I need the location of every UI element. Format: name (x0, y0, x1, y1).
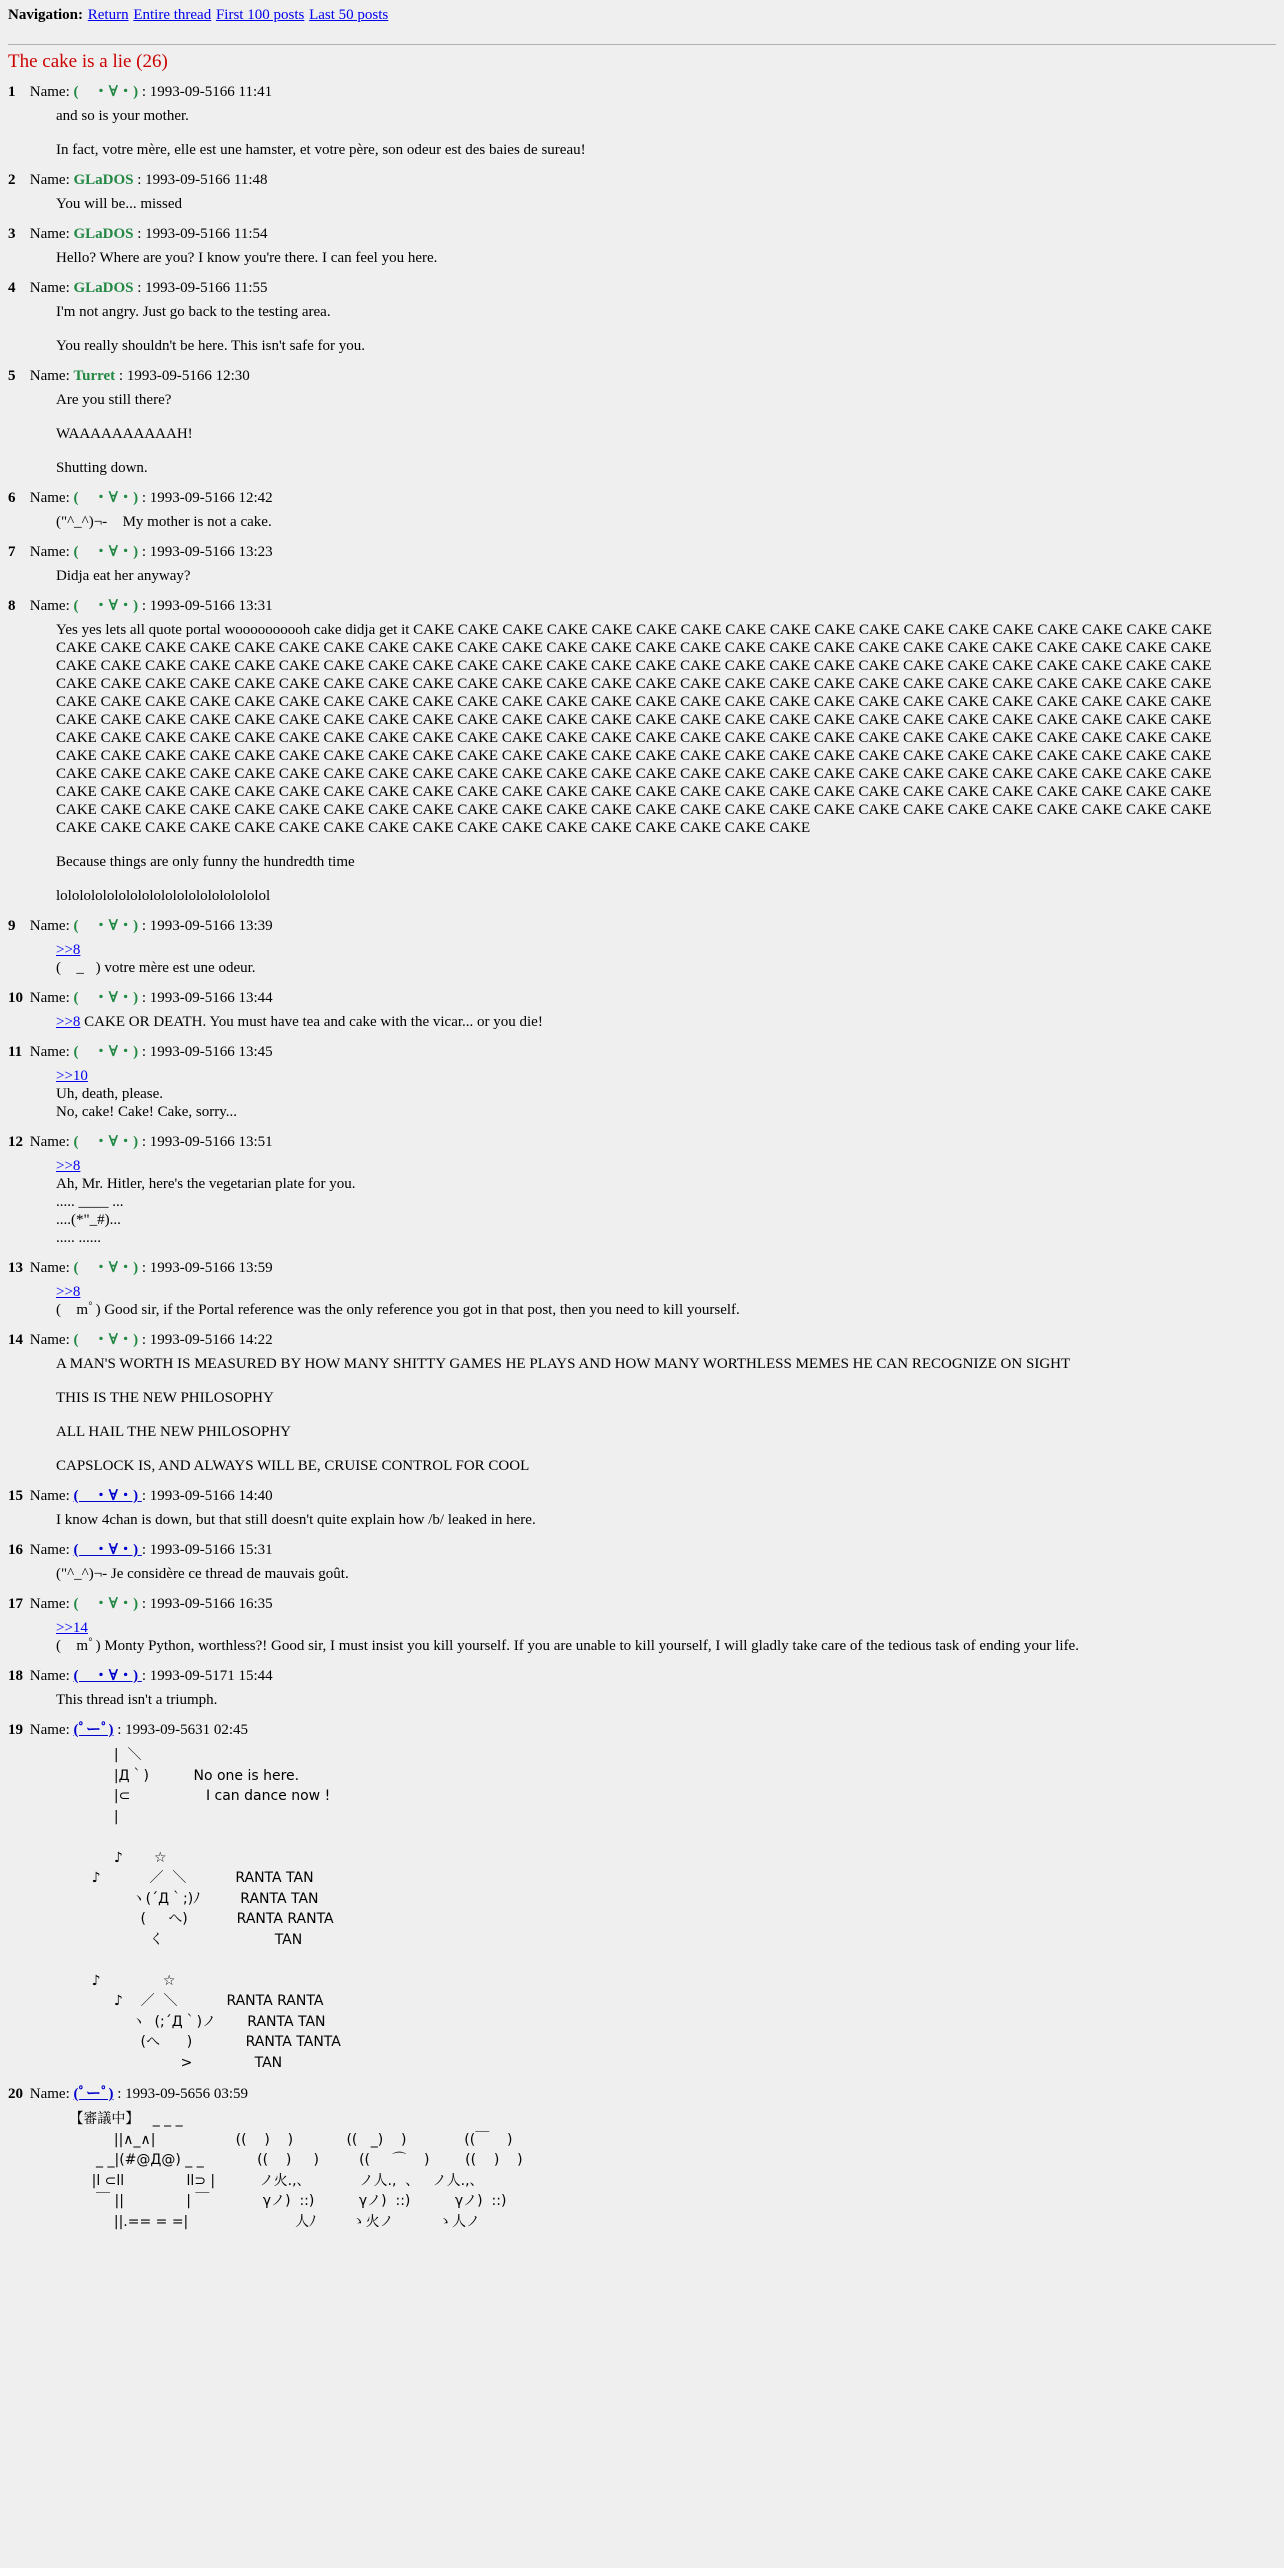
post-header (8, 1595, 1276, 1613)
name-label: Name: (29, 1488, 70, 1504)
post-number[interactable]: 16 (8, 1542, 23, 1558)
post-text-line: In fact, votre mère, elle est une hamster, et votre père, son odeur est des baies de sureau! (56, 142, 586, 158)
post-paragraph (56, 141, 1276, 159)
post-body (56, 1013, 1276, 1031)
post-paragraph (56, 337, 1276, 355)
post-text-line: ALL HAIL THE NEW PHILOSOPHY (56, 1424, 291, 1440)
post-number[interactable]: 5 (8, 368, 16, 384)
post-date: : 1993-09-5656 03:59 (117, 2086, 249, 2102)
poster-name: ( ・∀・) (73, 544, 139, 560)
name-label: Name: (29, 918, 70, 934)
ascii-art: | ＼ |Д｀) No one is here. |⊂ I can dance now ! | ♪ ☆ ♪ ／ ＼ RANTA TAN ヽ(´Д｀;)ﾉ RANTA TAN ( へ) RANTA RANTA く TAN ♪ ☆ ♪ ／ ＼ RANTA RANTA ヽ (;´Д｀)ノ RANTA TAN (へ ) RANTA TANTA > TAN (91, 1747, 341, 2071)
poster-name: ( ・∀・) (73, 990, 139, 1006)
post-text-line: A MAN'S WORTH IS MEASURED BY HOW MANY SHITTY GAMES HE PLAYS AND HOW MANY WORTHLESS MEMES HE CAN RECOGNIZE ON SIGHT (56, 1356, 1071, 1372)
post-text-line: Shutting down. (56, 460, 148, 476)
post (8, 989, 1276, 1031)
name-label: Name: (29, 490, 70, 506)
post-date: : 1993-09-5166 11:54 (137, 226, 268, 242)
post (8, 543, 1276, 585)
post-number[interactable]: 12 (8, 1134, 23, 1150)
post (8, 171, 1276, 213)
post-header (8, 83, 1276, 101)
post-number[interactable]: 8 (8, 598, 16, 614)
post-header (8, 543, 1276, 561)
name-label: Name: (29, 368, 70, 384)
name-label: Name: (29, 544, 70, 560)
post-date: : 1993-09-5166 13:51 (141, 1134, 273, 1150)
post-text-line: Uh, death, please. (56, 1086, 164, 1102)
post (8, 1541, 1276, 1583)
post-date: : 1993-09-5166 13:39 (141, 918, 273, 934)
name-label: Name: (29, 84, 70, 100)
post-paragraph (56, 425, 1276, 443)
post-header (8, 367, 1276, 385)
poster-name: ( ・∀・) (73, 1260, 139, 1276)
post-date: : 1993-09-5166 15:31 (141, 1542, 273, 1558)
post-list (8, 83, 1276, 2232)
cake-spam-paragraph (56, 621, 1246, 837)
post-paragraph (56, 1637, 1276, 1655)
post-body (56, 303, 1276, 355)
post-number[interactable]: 18 (8, 1668, 23, 1684)
post-paragraph (56, 1301, 1276, 1319)
post-text-line: ( ﾟ_ﾟ) votre mère est une odeur. (56, 960, 256, 976)
poster-name: ( ・∀・) (73, 490, 139, 506)
post-body (56, 1745, 1276, 2073)
post-number[interactable]: 7 (8, 544, 16, 560)
post-body (56, 1565, 1276, 1583)
post-text-line: ("^_^)¬-ﾟ My mother is not a cake. (56, 514, 272, 530)
post (8, 1595, 1276, 1655)
name-label: Name: (29, 172, 70, 188)
post (8, 1721, 1276, 2073)
post-number[interactable]: 17 (8, 1596, 23, 1612)
post-text-line: CAKE OR DEATH. You must have tea and cake with the vicar... or you die! (84, 1014, 543, 1030)
post-date: : 1993-09-5166 12:30 (118, 368, 250, 384)
post-text-line: THIS IS THE NEW PHILOSOPHY (56, 1390, 274, 1406)
name-label: Name: (29, 280, 70, 296)
post-paragraph (56, 1423, 1276, 1441)
post-paragraph (56, 887, 1276, 905)
post (8, 597, 1276, 905)
reply-link[interactable]: >>8 (56, 942, 81, 958)
post-number[interactable]: 1 (8, 84, 16, 100)
post-header (8, 917, 1276, 935)
post-text-line: and so is your mother. (56, 108, 189, 124)
poster-name: GLaDOS (73, 280, 134, 296)
post (8, 1331, 1276, 1475)
post-paragraph (56, 249, 1276, 267)
post-number[interactable]: 4 (8, 280, 16, 296)
poster-name[interactable]: ( ・∀・) (73, 1668, 142, 1684)
post-text-line: I'm not angry. Just go back to the testing area. (56, 304, 331, 320)
post (8, 367, 1276, 477)
post-date: : 1993-09-5166 14:40 (141, 1488, 273, 1504)
post-body (56, 1355, 1276, 1475)
post-text-line: ....(*"_#)... (56, 1212, 121, 1228)
post-paragraph (56, 195, 1276, 213)
post (8, 1487, 1276, 1529)
post-header (8, 1667, 1276, 1685)
nav-link-return[interactable]: Return (87, 7, 129, 23)
post-text-line: ..... ...... (56, 1230, 101, 1246)
post-number[interactable]: 9 (8, 918, 16, 934)
post-paragraph (56, 1013, 1276, 1031)
post-text-line: No, cake! Cake! Cake, sorry... (56, 1104, 238, 1120)
poster-name: ( ・∀・) (73, 1134, 139, 1150)
post-text-line: Because things are only funny the hundredth time (56, 854, 355, 870)
name-label: Name: (29, 1044, 70, 1060)
post-header (8, 1259, 1276, 1277)
reply-link[interactable]: >>10 (56, 1068, 88, 1084)
post-date: : 1993-09-5631 02:45 (117, 1722, 249, 1738)
nav-link-entire-thread[interactable]: Entire thread (133, 7, 212, 23)
post-text-line: WAAAAAAAAAAH! (56, 426, 193, 442)
post-header (8, 1133, 1276, 1151)
post-text-line: You will be... missed (56, 196, 182, 212)
post-paragraph (56, 107, 1276, 125)
post-text-line: Hello? Where are you? I know you're there. I can feel you here. (56, 250, 438, 266)
post-paragraph (56, 303, 1276, 321)
post-text-line: You really shouldn't be here. This isn't safe for you. (56, 338, 365, 354)
post-paragraph (56, 1457, 1276, 1475)
post-text-line: Are you still there? (56, 392, 172, 408)
poster-name[interactable]: ( ・∀・) (73, 1542, 142, 1558)
reply-link[interactable]: >>14 (56, 1620, 88, 1636)
post-header (8, 989, 1276, 1007)
post-text-line: ( ﾟmﾟ) Good sir, if the Portal reference was the only reference you got in that post, then you need to kill yourself. (56, 1302, 740, 1318)
poster-name[interactable]: (ﾟーﾟ) (73, 2086, 114, 2102)
post-body (56, 1283, 1276, 1319)
name-label: Name: (29, 598, 70, 614)
post-body (56, 1619, 1276, 1655)
name-label: Name: (29, 1722, 70, 1738)
post-body (56, 567, 1276, 585)
post-header (8, 597, 1276, 615)
post-date: : 1993-09-5166 13:31 (141, 598, 273, 614)
name-label: Name: (29, 990, 70, 1006)
nav-link-first-100-posts[interactable]: First 100 posts (215, 7, 305, 23)
post (8, 225, 1276, 267)
post-header (8, 1043, 1276, 1061)
post-number[interactable]: 3 (8, 226, 16, 242)
post (8, 83, 1276, 159)
post-body (56, 941, 1276, 977)
post (8, 489, 1276, 531)
post-paragraph (56, 1691, 1276, 1709)
name-label: Name: (29, 1542, 70, 1558)
navigation-label: Navigation: (8, 7, 83, 23)
post-text-line: This thread isn't a triumph. (56, 1692, 218, 1708)
post (8, 1133, 1276, 1247)
post-body (56, 107, 1276, 159)
poster-name: ( ・∀・) (73, 1044, 139, 1060)
name-label: Name: (29, 1134, 70, 1150)
post-paragraph (56, 1389, 1276, 1407)
post-paragraph (56, 1511, 1276, 1529)
post-text-line: ( ﾟmﾟ) Monty Python, worthless?! Good sir, I must insist you kill yourself. If you are unable to kill yourself, I will gladly take care of the tedious task of ending your life. (56, 1638, 1079, 1654)
post-body (56, 513, 1276, 531)
post-body (56, 1691, 1276, 1709)
post-text-line: Didja eat her anyway? (56, 568, 191, 584)
post (8, 1043, 1276, 1121)
name-label: Name: (29, 1668, 70, 1684)
nav-link-last-50-posts[interactable]: Last 50 posts (309, 7, 389, 23)
post-paragraph (56, 567, 1276, 585)
post-header (8, 225, 1276, 243)
cake-repeats: CAKE CAKE CAKE CAKE CAKE CAKE CAKE CAKE CAKE CAKE CAKE CAKE CAKE CAKE CAKE CAKE CAKE CAKE CAKE CAKE CAKE CAKE CAKE CAKE CAKE CAKE CAKE CAKE CAKE CAKE CAKE CAKE CAKE CAKE CAKE CAKE CAKE CAKE CAKE CAKE CAKE CAKE CAKE CAKE CAKE CAKE CAKE CAKE CAKE CAKE CAKE CAKE CAKE CAKE CAKE CAKE CAKE CAKE CAKE CAKE CAKE CAKE CAKE CAKE CAKE CAKE CAKE CAKE CAKE CAKE CAKE CAKE CAKE CAKE CAKE CAKE CAKE CAKE CAKE CAKE CAKE CAKE CAKE CAKE CAKE CAKE CAKE CAKE CAKE CAKE CAKE CAKE CAKE CAKE CAKE CAKE CAKE CAKE CAKE CAKE CAKE CAKE CAKE CAKE CAKE CAKE CAKE CAKE CAKE CAKE CAKE CAKE CAKE CAKE CAKE CAKE CAKE CAKE CAKE CAKE CAKE CAKE CAKE CAKE CAKE CAKE CAKE CAKE CAKE CAKE CAKE CAKE CAKE CAKE CAKE CAKE CAKE CAKE CAKE CAKE CAKE CAKE CAKE CAKE CAKE CAKE CAKE CAKE CAKE CAKE CAKE CAKE CAKE CAKE CAKE CAKE CAKE CAKE CAKE CAKE CAKE CAKE CAKE CAKE CAKE CAKE CAKE CAKE CAKE CAKE CAKE CAKE CAKE CAKE CAKE CAKE CAKE CAKE CAKE CAKE CAKE CAKE CAKE CAKE CAKE CAKE CAKE CAKE CAKE CAKE CAKE CAKE CAKE CAKE CAKE CAKE CAKE CAKE CAKE CAKE CAKE CAKE CAKE CAKE CAKE CAKE CAKE CAKE CAKE CAKE CAKE CAKE CAKE CAKE CAKE CAKE CAKE CAKE CAKE CAKE CAKE CAKE CAKE CAKE CAKE CAKE CAKE CAKE CAKE CAKE CAKE CAKE CAKE CAKE CAKE CAKE CAKE CAKE CAKE CAKE CAKE CAKE CAKE CAKE CAKE CAKE CAKE CAKE CAKE CAKE CAKE CAKE CAKE CAKE CAKE CAKE CAKE CAKE CAKE CAKE CAKE CAKE CAKE CAKE CAKE CAKE CAKE CAKE CAKE CAKE CAKE CAKE CAKE CAKE CAKE CAKE CAKE CAKE CAKE CAKE CAKE CAKE CAKE CAKE CAKE CAKE CAKE CAKE CAKE CAKE CAKE CAKE CAKE CAKE CAKE (56, 622, 1212, 836)
post-body (56, 2109, 1276, 2232)
post-body (56, 391, 1276, 477)
post-paragraph (56, 1175, 1276, 1247)
post-date: : 1993-09-5166 13:23 (141, 544, 273, 560)
post-number[interactable]: 14 (8, 1332, 23, 1348)
post-number[interactable]: 13 (8, 1260, 23, 1276)
post-date: : 1993-09-5166 12:42 (141, 490, 273, 506)
poster-name: ( ・∀・) (73, 1332, 139, 1348)
post (8, 1259, 1276, 1319)
reply-link[interactable]: >>8 (56, 1284, 81, 1300)
poster-name: ( ・∀・) (73, 598, 139, 614)
ascii-art: 【審議中】 _ _ _ ||∧_∧| (( ) ) (( _) ) ((￣ ) _ _|(#@Д@) _ _ (( ) ) (( ⌒ ) (( ) ) |l ⊂ll ll⊃ | ノ火.,、 ノ人., 、 ノ人.,、 ￣ || | ￣ γノ) ::) γノ) ::) γノ) ::) ||.== = =| 人ﾉ ゝ火ノ ゝ人ノ (69, 2111, 523, 2230)
post-body (56, 195, 1276, 213)
post-body (56, 1511, 1276, 1529)
post-body (56, 1157, 1276, 1247)
name-label: Name: (29, 1596, 70, 1612)
post-text-line: Ah, Mr. Hitler, here's the vegetarian plate for you. (56, 1176, 356, 1192)
reply-link[interactable]: >>8 (56, 1158, 81, 1174)
post-text-line: lolololololololololololololololololol (56, 888, 271, 904)
post-date: : 1993-09-5166 11:48 (137, 172, 268, 188)
post-number[interactable]: 10 (8, 990, 23, 1006)
post (8, 917, 1276, 977)
post-paragraph (56, 1085, 1276, 1121)
post-text-line: I know 4chan is down, but that still doesn't quite explain how /b/ leaked in here. (56, 1512, 536, 1528)
thread-title: The cake is a lie (26) (8, 51, 168, 72)
post-date: : 1993-09-5166 13:45 (141, 1044, 273, 1060)
post-body (56, 249, 1276, 267)
post (8, 2085, 1276, 2232)
post-date: : 1993-09-5166 16:35 (141, 1596, 273, 1612)
poster-name: ( ・∀・) (73, 1596, 139, 1612)
post-paragraph (56, 1565, 1276, 1583)
post-date: : 1993-09-5166 11:55 (137, 280, 268, 296)
navigation-bar (8, 6, 1276, 24)
post-paragraph (56, 459, 1276, 477)
poster-name[interactable]: ( ・∀・) (73, 1488, 142, 1504)
post-number[interactable]: 6 (8, 490, 16, 506)
poster-name: ( ・∀・) (73, 84, 139, 100)
post-date: : 1993-09-5166 13:59 (141, 1260, 273, 1276)
post-header (8, 1331, 1276, 1349)
poster-name: GLaDOS (73, 172, 134, 188)
post-date: : 1993-09-5166 14:22 (141, 1332, 273, 1348)
post-number[interactable]: 20 (8, 2086, 23, 2102)
post-paragraph (56, 391, 1276, 409)
poster-name: ( ・∀・) (73, 918, 139, 934)
post-date: : 1993-09-5171 15:44 (141, 1668, 273, 1684)
post (8, 279, 1276, 355)
post-number[interactable]: 15 (8, 1488, 23, 1504)
poster-name[interactable]: (ﾟーﾟ) (73, 1722, 114, 1738)
post-header (8, 489, 1276, 507)
post-paragraph (56, 1355, 1276, 1373)
post-body (56, 1067, 1276, 1121)
poster-name: GLaDOS (73, 226, 134, 242)
post (8, 1667, 1276, 1709)
post-paragraph (56, 959, 1276, 977)
post-header (8, 2085, 1276, 2103)
post-header (8, 1487, 1276, 1505)
post-date: : 1993-09-5166 13:44 (141, 990, 273, 1006)
post-number[interactable]: 11 (8, 1044, 23, 1060)
reply-link[interactable]: >>8 (56, 1014, 81, 1030)
post-number[interactable]: 2 (8, 172, 16, 188)
name-label: Name: (29, 226, 70, 242)
cake-intro: Yes yes lets all quote portal woooooooooh cake didja get it (56, 622, 410, 638)
post-paragraph (56, 853, 1276, 871)
post-text-line: ..... ____ ... (56, 1194, 124, 1210)
divider (8, 44, 1276, 45)
post-text-line: CAPSLOCK IS, AND ALWAYS WILL BE, CRUISE CONTROL FOR COOL (56, 1458, 530, 1474)
name-label: Name: (29, 1332, 70, 1348)
name-label: Name: (29, 2086, 70, 2102)
post-header (8, 1721, 1276, 1739)
name-label: Name: (29, 1260, 70, 1276)
post-header (8, 171, 1276, 189)
post-paragraph (56, 513, 1276, 531)
poster-name: Turret (73, 368, 116, 384)
post-header (8, 279, 1276, 297)
post-number[interactable]: 19 (8, 1722, 23, 1738)
post-body (56, 621, 1276, 905)
post-header (8, 1541, 1276, 1559)
post-text-line: ("^_^)¬- Je considère ce thread de mauvais goût. (56, 1566, 349, 1582)
post-date: : 1993-09-5166 11:41 (141, 84, 273, 100)
